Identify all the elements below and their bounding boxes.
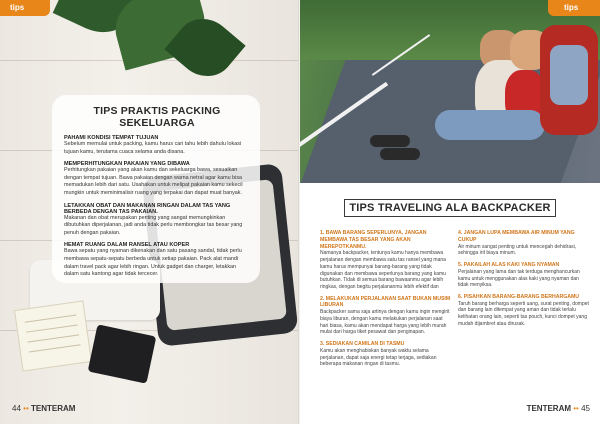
page-number: 45 [581,404,590,413]
tip-heading: 4. JANGAN LUPA MEMBAWA AIR MINUM YANG CUKUP [458,230,575,243]
packing-tips-panel [52,95,260,283]
footer-bullets: •• [573,404,579,413]
tips-tag: tips [548,0,600,16]
magazine-name: TENTERAM [30,404,76,413]
backpacker-photo [300,0,600,183]
tip-heading: 2. MELAKUKAN PERJALANAN SAAT BUKAN MUSIM LIBURAN [320,295,451,309]
notebook-line [26,324,78,332]
notebook-line [25,315,77,323]
traveler-legs [435,110,545,140]
tips-tag: tips [0,0,50,16]
left-page [0,0,298,424]
shoes [370,135,410,147]
tips-column-left [320,225,452,368]
page-footer-right [527,404,590,413]
notebook [14,300,92,371]
panel-title: TIPS PRAKTIS PACKING SEKELUARGA [93,105,221,129]
tip-heading: 1. BAWA BARANG SEPERLUNYA, JANGAN MEMBAWA TAS BESAR YANG AKAN MEREPOTKANMU. [320,230,427,250]
tip-heading: 3. SEDIAKAN CAMILAN DI TASMU [320,341,405,348]
tip-body: Air minum sangat penting untuk mencegah dehidrasi, sehingga irit biaya minum. [458,243,577,257]
footer-bullets: •• [23,404,29,413]
tip-body: Makanan dan obat merupakan penting yang sangat memungkinkan dibutuhkan diperjalanan, jadi anda tidak perlu membongkar tas besar yang penuh dengan pakaian. [64,214,243,236]
tip-heading: MEMPERHITUNGKAN PAKAIAN YANG DIBAWA [64,161,190,168]
notebook-line [29,344,81,352]
tip-heading: LETAKKAN OBAT DAN MAKANAN RINGAN DALAM TAS YANG BERBEDA DENGAN TAS PAKAIAN. [64,202,231,215]
tip-body: Backpacker sama saja artinya dengan kamu ingin mengirit biaya liburan, dengan kamu melakukan perjalanan saat hari biasa, kamu akan mendapat harga yang lebih murah mulai dari harga tiket pesawat dan penginapan. [320,309,450,336]
tip-body: Perjalanan yang lama dan tak terduga menghancurkan kamu untuk menggunakan alas kaki yang nyaman dan tidak menyiksa. [458,268,580,289]
camera-pouch [88,324,157,383]
tip-body: Namanya backpacker, tentunya kamu hanya membawa perjalanan dengan membawa satu tas ransel yang mana kamu harus mempunyai barang-barang yang tidak digunakan dan membawa seperlunya barang yang kamu butuhkan. Tidak di semua barang bawaanmu agar lebih ringkas, dengan begitu perjalananmu lebih efektif dan [320,250,446,290]
tip-heading: 6. PISAHKAN BARANG-BARANG BERHARGAMU [458,293,580,300]
shoes [380,148,420,160]
notebook-line [28,334,80,342]
tip-body: Kamu akan menghabiskan banyak waktu selama perjalanan, dapat saja energi tetap terjaga, sediakan beberapa makanan ringan di tasmu. [320,347,437,368]
tip-body: Sebelum memulai untuk packing, kamu harus cari tahu lebih dahulu lokasi tujuan kamu, terutama cuaca selama anda disana. [64,141,242,155]
tips-column-right [458,225,590,328]
tip-body: Taruh barang berharga seperti uang, surat penting, dompet dan barang lain ditempat yang aman dan tidak terlalu kelihatan orang lain, seperti tas pouch, kunci dompet yang mudah dijambret atau dirusak. [458,300,589,327]
magazine-name: TENTERAM [526,404,572,413]
tip-heading: PAHAMI KONDISI TEMPAT TUJUAN [64,135,159,141]
tip-heading: 5. PAKAILAH ALAS KAKI YANG NYAMAN [458,262,560,268]
backpack-pocket [550,45,588,105]
article-title: TIPS TRAVELING ALA BACKPACKER [344,199,556,217]
tip-body: Bawa sepatu yang nyaman dikenakan dan satu pasang sandal, tidak perlu membawa sepatu-sepatu berbeda untuk setiap pakaian. Pack alat mandi dalam travel pack agar lebih ringan. Untuk gadget dan charger, letakkan dalam satu kantong agar tidak tercecer. [64,248,242,278]
page-number: 44 [12,404,21,413]
right-page [300,0,600,424]
page-footer-left [12,404,75,413]
tip-heading: HEMAT RUANG DALAM RANSEL ATAU KOPER [64,242,190,249]
tip-body: Perhitungkan pakaian yang akan kamu dan sekeluarga bawa, sesuaikan dengan tempat tujuan. Bawa pakaian dengan warna netral agar kamu bisa memadukan lebih dari satu. Usahakan untuk melipat pakaian kamu sekecil mungkin untuk meminimalisir ruang yang terpakai dan dapat muat banyak. [64,167,243,196]
